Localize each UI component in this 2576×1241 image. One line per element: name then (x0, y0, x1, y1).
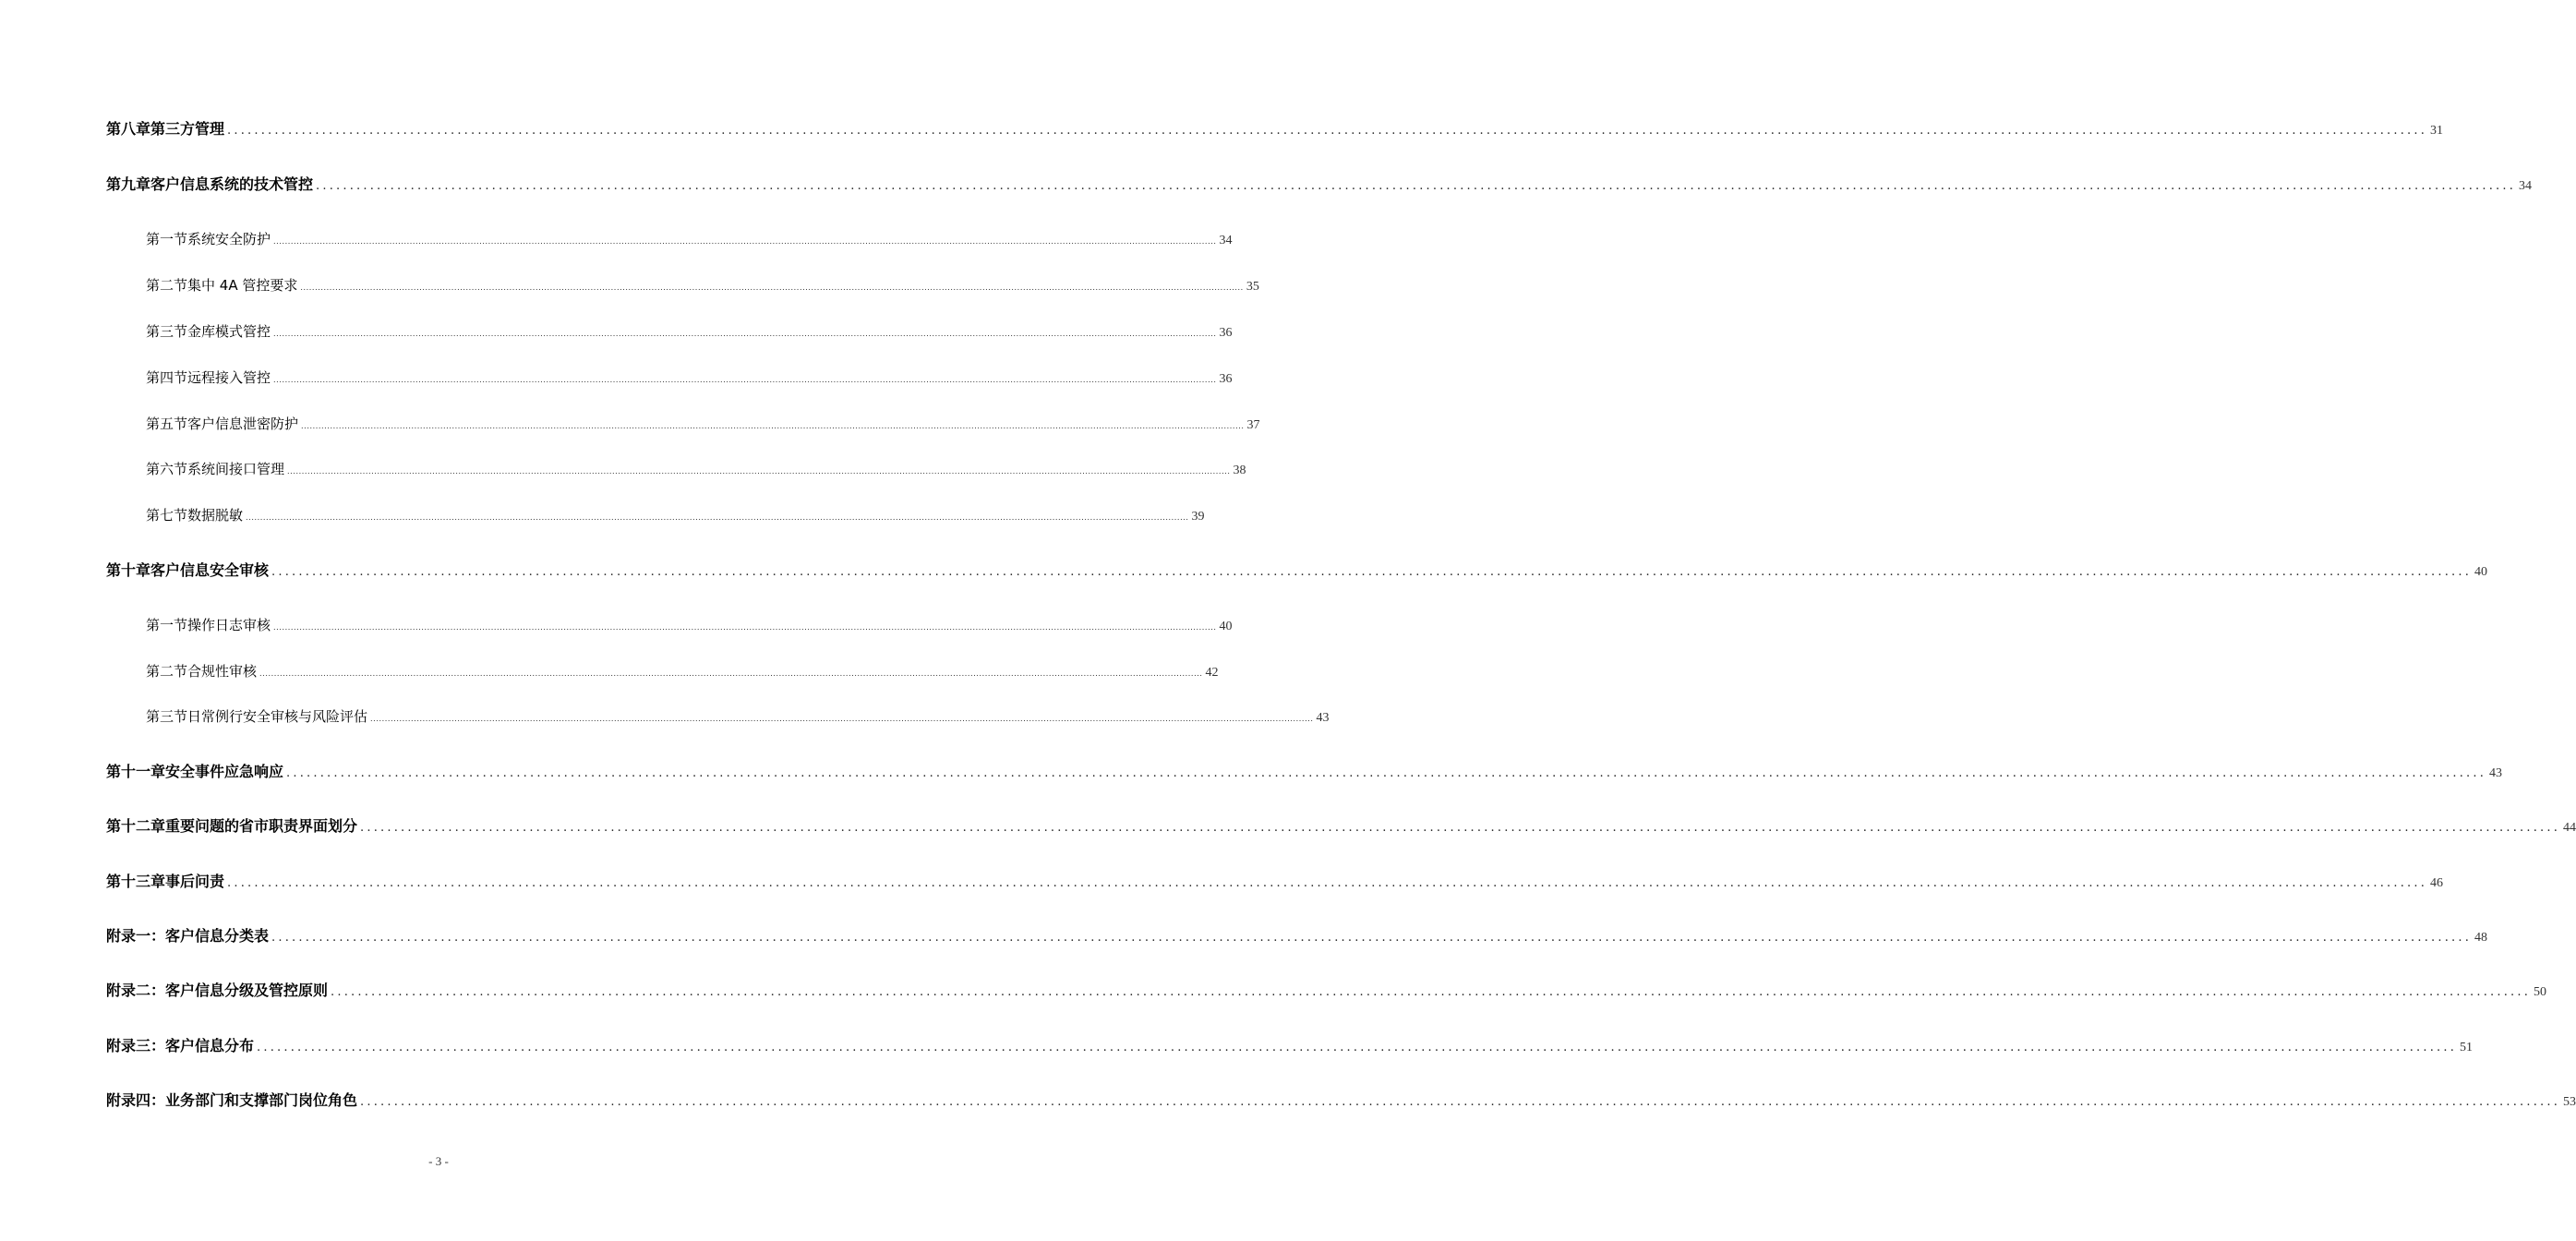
page-number: 51 (2460, 1041, 2474, 1054)
toc-entry-section[interactable] (146, 661, 1219, 681)
dot-leader: ..................................................................................................................................................................................................................................................................................................................................... (301, 422, 1245, 430)
entry-label: 第一节 (146, 231, 188, 247)
page-number: 39 (1191, 510, 1205, 524)
toc-entry-appendix-1[interactable] (106, 924, 2488, 946)
entry-label: 第十三章 (106, 873, 166, 890)
toc-entry-section[interactable] (146, 615, 1233, 634)
toc-entry-section[interactable] (146, 229, 1233, 248)
toc-entry-chapter-12[interactable] (106, 814, 2576, 836)
entry-title: 业务部门和支撑部门岗位角色 (165, 1091, 358, 1109)
entry-title: 客户信息分布 (165, 1037, 255, 1054)
entry-label: 第十章 (106, 561, 151, 579)
entry-title: 客户信息泄密防护 (187, 416, 299, 432)
dot-leader: ..................................................................................................................................................................................................................................................................................................................................... (316, 179, 2517, 193)
toc-entry-chapter-11[interactable] (106, 760, 2503, 781)
toc-entry-chapter-8[interactable] (106, 117, 2444, 139)
page-number: 36 (1219, 326, 1233, 340)
dot-leader: ..................................................................................................................................................................................................................................................................................................................................... (360, 821, 2561, 835)
dot-leader: ..................................................................................................................................................................................................................................................................................................................................... (300, 283, 1244, 292)
toc-entry-section[interactable] (146, 706, 1330, 726)
page-number: 40 (1219, 620, 1233, 633)
entry-title: 数据脱敏 (187, 507, 244, 524)
entry-label: 第六节 (146, 461, 188, 477)
entry-title: 合规性审核 (187, 663, 258, 680)
entry-title: 客户信息系统的技术管控 (150, 175, 314, 193)
page-number: 53 (2563, 1095, 2576, 1109)
page-number: 34 (2519, 179, 2533, 193)
page-number: 34 (1219, 234, 1233, 247)
page-footer-number: - 3 - (428, 1154, 449, 1168)
entry-label: 第七节 (146, 507, 188, 524)
dot-leader: ..................................................................................................................................................................................................................................................................................................................................... (246, 513, 1189, 522)
page-number: 35 (1246, 280, 1259, 294)
entry-title: 客户信息分类表 (165, 927, 270, 945)
entry-title: 操作日志审核 (187, 617, 271, 633)
page-number: 43 (2489, 766, 2503, 780)
entry-label: 第八章 (106, 120, 151, 138)
entry-title: 安全事件应急响应 (165, 763, 284, 780)
page-number: 37 (1246, 418, 1260, 432)
entry-label: 第十一章 (106, 763, 166, 780)
entry-label: 第三节 (146, 323, 188, 340)
dot-leader: ..................................................................................................................................................................................................................................................................................................................................... (273, 237, 1217, 246)
dot-leader: ..................................................................................................................................................................................................................................................................................................................................... (273, 376, 1217, 384)
entry-label: 第二节 (146, 663, 188, 680)
entry-label: 第二节 (146, 277, 188, 294)
entry-label: 附录二： (106, 982, 166, 999)
entry-title: 重要问题的省市职责界面划分 (165, 817, 358, 835)
page-number: 38 (1233, 464, 1246, 477)
entry-label: 第九章 (106, 175, 151, 193)
dot-leader: ..................................................................................................................................................................................................................................................................................................................................... (259, 669, 1203, 678)
page-number: 48 (2474, 931, 2488, 945)
page-number: 31 (2430, 124, 2444, 138)
dot-leader: ..................................................................................................................................................................................................................................................................................................................................... (273, 330, 1217, 338)
dot-leader: ..................................................................................................................................................................................................................................................................................................................................... (227, 876, 2428, 890)
entry-label: 附录三： (106, 1037, 166, 1054)
page-number: 46 (2430, 876, 2444, 890)
dot-leader: ..................................................................................................................................................................................................................................................................................................................................... (360, 1095, 2561, 1109)
entry-label: 第四节 (146, 369, 188, 386)
entry-title: 事后问责 (165, 873, 225, 890)
page-number: 43 (1316, 711, 1330, 725)
dot-leader: ..................................................................................................................................................................................................................................................................................................................................... (273, 623, 1217, 632)
dot-leader: ..................................................................................................................................................................................................................................................................................................................................... (286, 766, 2487, 780)
entry-title: 金库模式管控 (187, 323, 271, 340)
dot-leader: ..................................................................................................................................................................................................................................................................................................................................... (331, 985, 2532, 999)
entry-title: 客户信息分级及管控原则 (165, 982, 329, 999)
entry-title: 集中 4A 管控要求 (187, 277, 298, 294)
dot-leader: ..................................................................................................................................................................................................................................................................................................................................... (271, 931, 2473, 945)
page-number: 36 (1219, 372, 1233, 386)
toc-entry-appendix-2[interactable] (106, 979, 2547, 1000)
entry-title: 系统安全防护 (187, 231, 271, 247)
toc-entry-chapter-10[interactable] (106, 559, 2488, 580)
entry-title: 系统间接口管理 (187, 461, 285, 477)
toc-entry-chapter-9[interactable] (106, 173, 2533, 194)
entry-title: 客户信息安全审核 (150, 561, 270, 579)
entry-title: 第三方管理 (150, 120, 225, 138)
page-number: 50 (2534, 985, 2547, 999)
entry-label: 附录四： (106, 1091, 166, 1109)
entry-label: 第十二章 (106, 817, 166, 835)
dot-leader: ..................................................................................................................................................................................................................................................................................................................................... (370, 715, 1314, 723)
page-number: 42 (1205, 666, 1219, 680)
dot-leader: ..................................................................................................................................................................................................................................................................................................................................... (227, 124, 2428, 138)
toc-entry-section[interactable] (146, 414, 1260, 433)
entry-title: 日常例行安全审核与风险评估 (187, 708, 368, 725)
toc-entry-appendix-3[interactable] (106, 1034, 2474, 1055)
toc-entry-section[interactable] (146, 459, 1246, 478)
entry-title: 远程接入管控 (187, 369, 271, 386)
dot-leader: ..................................................................................................................................................................................................................................................................................................................................... (287, 467, 1231, 476)
toc-entry-section[interactable] (146, 275, 1259, 295)
toc-entry-section[interactable] (146, 367, 1233, 387)
entry-label: 第三节 (146, 708, 188, 725)
toc-entry-chapter-13[interactable] (106, 870, 2444, 891)
entry-label: 附录一： (106, 927, 166, 945)
entry-label: 第一节 (146, 617, 188, 633)
page-number: 44 (2563, 821, 2576, 835)
toc-entry-section[interactable] (146, 505, 1205, 524)
toc-entry-appendix-4[interactable] (106, 1089, 2576, 1110)
dot-leader: ..................................................................................................................................................................................................................................................................................................................................... (257, 1041, 2458, 1054)
dot-leader: ..................................................................................................................................................................................................................................................................................................................................... (271, 565, 2473, 579)
page-number: 40 (2474, 565, 2488, 579)
entry-label: 第五节 (146, 416, 188, 432)
toc-entry-section[interactable] (146, 321, 1233, 341)
